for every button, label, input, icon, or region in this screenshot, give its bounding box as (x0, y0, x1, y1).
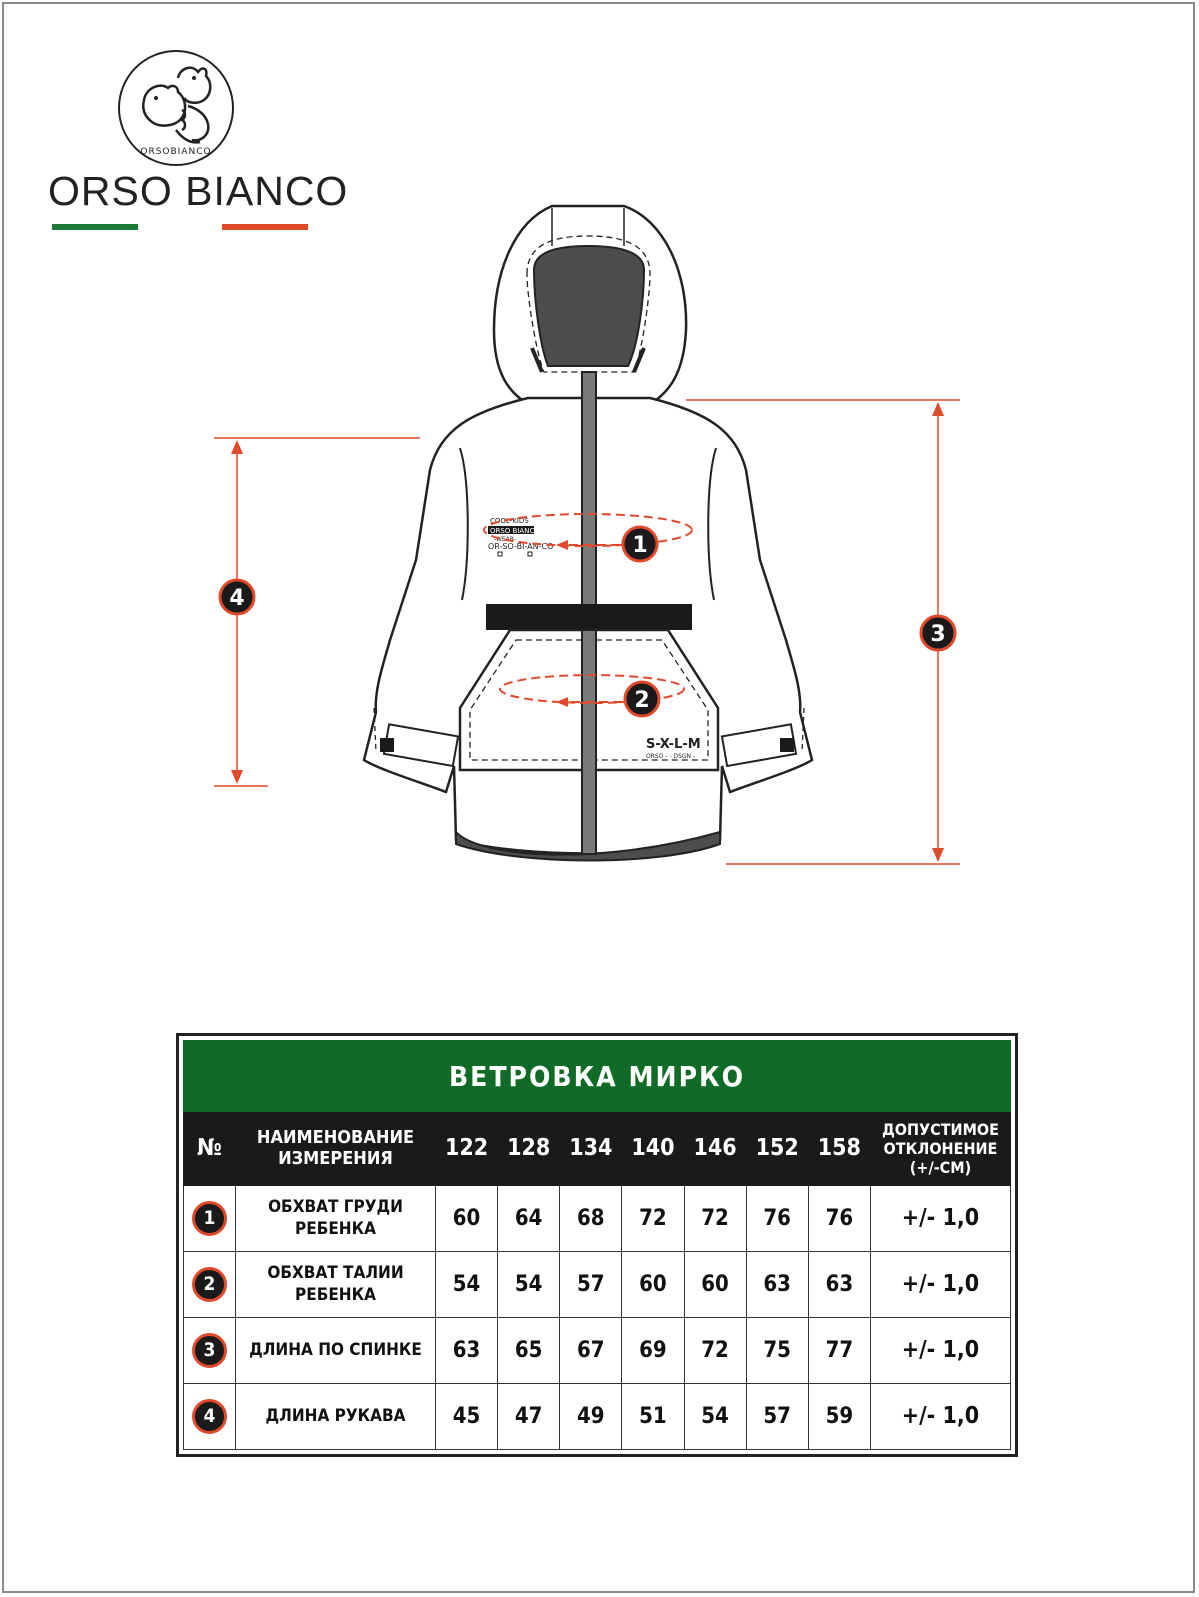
value-cell: 54 (436, 1251, 498, 1317)
marker-3 (921, 616, 955, 650)
value-cell: 65 (498, 1317, 560, 1383)
emblem-text: ORSOBIANCO (140, 147, 212, 157)
tolerance-cell: +/- 1,0 (870, 1185, 1010, 1251)
marker-1 (623, 527, 657, 561)
row-number-badge: 4 (192, 1399, 227, 1434)
value-cell: 59 (808, 1383, 870, 1449)
value-cell: 57 (746, 1383, 808, 1449)
measurement-name: ОБХВАТ ГРУДИ РЕБЕНКА (236, 1185, 436, 1251)
value-cell: 49 (560, 1383, 622, 1449)
svg-text:1: 1 (632, 533, 648, 558)
value-cell: 45 (436, 1383, 498, 1449)
measurement-name: ОБХВАТ ТАЛИИ РЕБЕНКА (236, 1251, 436, 1317)
value-cell: 51 (622, 1383, 684, 1449)
tolerance-cell: +/- 1,0 (870, 1251, 1010, 1317)
header-size: 134 (560, 1112, 622, 1185)
value-cell: 76 (746, 1185, 808, 1251)
header-size: 128 (498, 1112, 560, 1185)
value-cell: 72 (684, 1317, 746, 1383)
print-line-2: ORSO BIANCO (490, 527, 540, 535)
value-cell: 63 (808, 1251, 870, 1317)
row-number-badge: 2 (192, 1267, 227, 1302)
header-name: НАИМЕНОВАНИЕ ИЗМЕРЕНИЯ (236, 1112, 436, 1185)
table-title: ВЕТРОВКА МИРКО (184, 1041, 1011, 1112)
value-cell: 60 (436, 1185, 498, 1251)
row-number-badge: 1 (192, 1201, 227, 1236)
value-cell: 54 (684, 1383, 746, 1449)
pocket-label: S-X-L-M (646, 737, 701, 752)
tolerance-cell: +/- 1,0 (870, 1383, 1010, 1449)
svg-text:3: 3 (930, 622, 946, 647)
header-size: 152 (746, 1112, 808, 1185)
marker-2 (625, 682, 659, 716)
header-tolerance: ДОПУСТИМОЕ ОТКЛОНЕНИЕ (+/-СМ) (870, 1112, 1010, 1185)
print-line-1: COOL-KIDS (490, 517, 529, 525)
bear-logo-icon (116, 48, 236, 168)
value-cell: 63 (746, 1251, 808, 1317)
marker-4 (220, 580, 254, 614)
value-cell: 76 (808, 1185, 870, 1251)
table-row (184, 1317, 1011, 1383)
value-cell: 64 (498, 1185, 560, 1251)
value-cell: 54 (498, 1251, 560, 1317)
value-cell: 69 (622, 1317, 684, 1383)
row-number-badge: 3 (192, 1333, 227, 1368)
table-row (184, 1185, 1011, 1251)
value-cell: 57 (560, 1251, 622, 1317)
header-size: 140 (622, 1112, 684, 1185)
header-num: № (184, 1112, 236, 1185)
value-cell: 47 (498, 1383, 560, 1449)
jacket-drawing (0, 190, 1199, 910)
brand-name: ORSO BIANCO (48, 168, 349, 214)
size-table (176, 1033, 1018, 1457)
value-cell: 60 (622, 1251, 684, 1317)
value-cell: 67 (560, 1317, 622, 1383)
svg-text:4: 4 (229, 586, 245, 611)
value-cell: 68 (560, 1185, 622, 1251)
value-cell: 72 (684, 1185, 746, 1251)
print-line-4: OR-SO-BI-AN-CO (488, 542, 554, 551)
table-row (184, 1251, 1011, 1317)
measurement-name: ДЛИНА РУКАВА (236, 1383, 436, 1449)
print-line-3: -WEAR- (494, 536, 516, 543)
tolerance-cell: +/- 1,0 (870, 1317, 1010, 1383)
table-row (184, 1383, 1011, 1449)
value-cell: 77 (808, 1317, 870, 1383)
table-header (184, 1112, 1011, 1185)
measurement-name: ДЛИНА ПО СПИНКЕ (236, 1317, 436, 1383)
value-cell: 75 (746, 1317, 808, 1383)
header-size: 158 (808, 1112, 870, 1185)
pocket-sublabel: ORSO - - DSGN - (646, 753, 696, 760)
value-cell: 60 (684, 1251, 746, 1317)
value-cell: 63 (436, 1317, 498, 1383)
header-size: 146 (684, 1112, 746, 1185)
svg-text:2: 2 (634, 688, 650, 713)
value-cell: 72 (622, 1185, 684, 1251)
header-size: 122 (436, 1112, 498, 1185)
